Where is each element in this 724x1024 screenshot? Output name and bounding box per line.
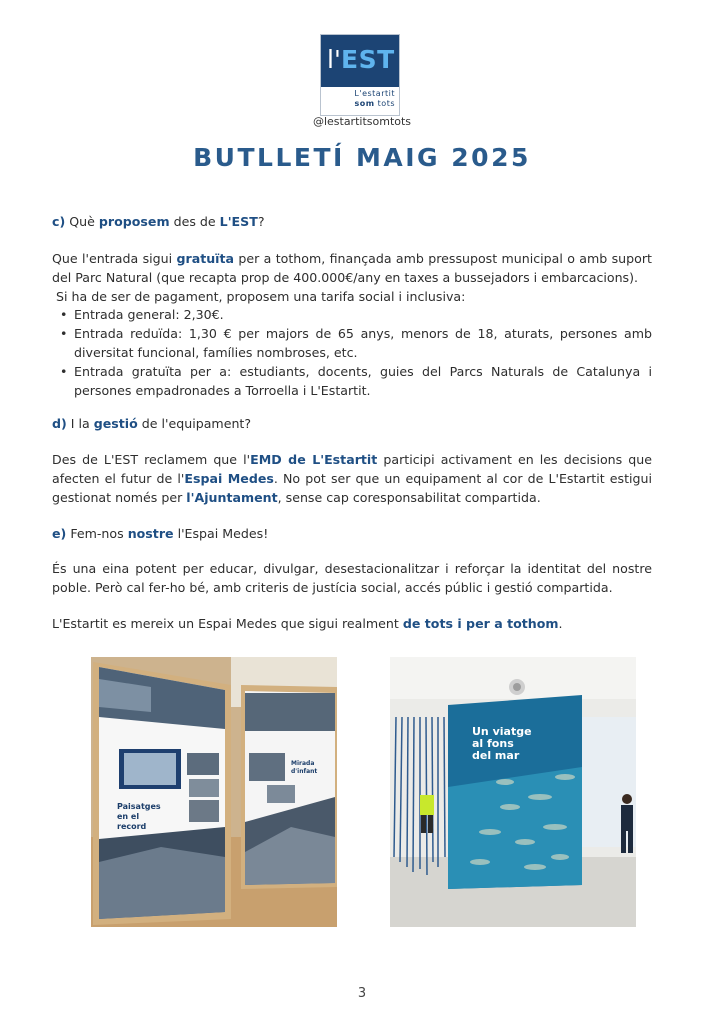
logo-box — [321, 35, 399, 87]
section-e-paragraph-2: L'Estartit es mereix un Espai Medes que sigui realment de tots i per a tothom. — [52, 616, 563, 631]
section-e-heading: e) Fem-nos nostre l'Espai Medes! — [52, 526, 269, 541]
exhibition-hall-illustration — [390, 657, 636, 927]
section-c-paragraph-2: Si ha de ser de pagament, proposem una tarifa social i inclusiva: — [56, 289, 466, 304]
section-e-paragraph-1: És una eina potent per educar, divulgar, desestacionalitzar i reforçar la identitat del nostre poble. Però cal fer-ho bé, amb criteris de justícia social, accés públic i gestió compartida. — [52, 561, 652, 595]
logo-l: l' — [327, 45, 341, 74]
list-item: • Entrada general: 2,30€. — [52, 305, 652, 324]
exhibition-hall-photo — [390, 657, 636, 927]
logo-est: EST — [341, 45, 395, 74]
list-item: • Entrada gratuïta per a: estudiants, docents, guies del Parcs Naturals de Catalunya i persones empadronades a Torroella i L'Estartit. — [52, 362, 652, 400]
list-item: • Entrada reduïda: 1,30 € per majors de 65 anys, menors de 18, aturats, persones amb diversitat funcional, famílies nombroses, etc. — [52, 324, 652, 362]
panel-left-text: Paisatges en el record — [117, 802, 161, 831]
bulletin-title: BUTLLETÍ MAIG 2025 — [193, 143, 531, 172]
logo-tagline-2: som tots — [354, 99, 395, 108]
exhibition-panels-illustration — [91, 657, 337, 927]
exhibition-panels-photo — [91, 657, 337, 927]
section-c-paragraph-1: Que l'entrada sigui gratuïta per a tothom, finançada amb pressupost municipal o amb suport del Parc Natural (que recapta prop de 400.000€/any en taxes a bussejadors i embarcacions). — [52, 251, 652, 285]
logo-tagline-1: L'estartit — [354, 89, 395, 98]
section-d-heading: d) I la gestió de l'equipament? — [52, 416, 252, 431]
lest-logo — [320, 34, 400, 116]
pricing-list — [52, 305, 652, 400]
social-handle: @lestartitsomtots — [312, 115, 412, 128]
section-c-heading: c) Què proposem des de L'EST? — [52, 214, 265, 229]
page-number: 3 — [357, 986, 367, 1001]
section-d-paragraph: Des de L'EST reclamem que l'EMD de L'Estartit participi activament en les decisions que afecten el futur de l'Espai Medes. No pot ser que un equipament al cor de L'Estartit estigui gestionat només per l'Ajuntament, sense cap coresponsabilitat compartida. — [52, 452, 653, 505]
panel-right-text: Mirada d'infant — [291, 760, 318, 775]
poster-title: Un viatge al fons del mar — [472, 725, 532, 762]
